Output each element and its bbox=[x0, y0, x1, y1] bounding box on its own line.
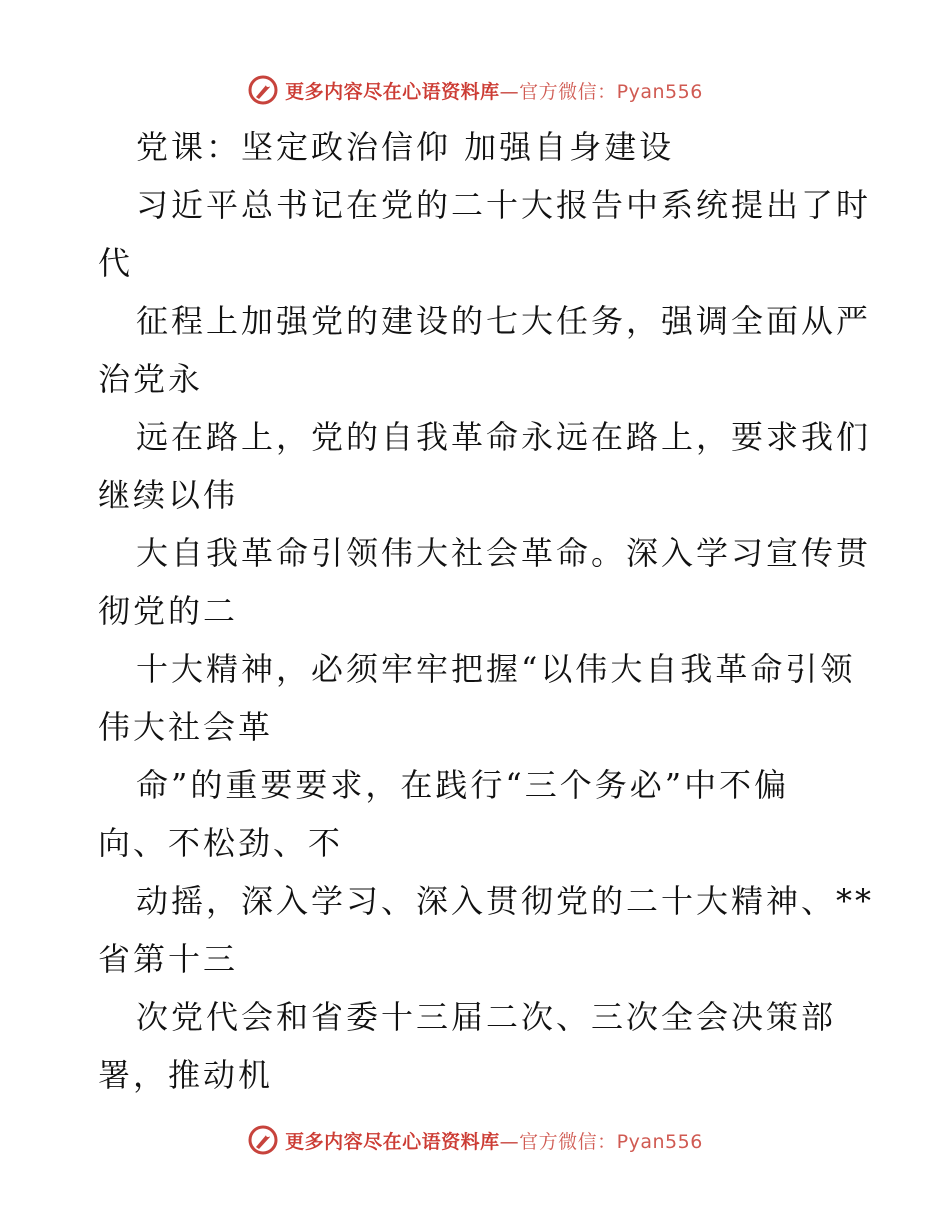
body-line: 向、不松劲、不 bbox=[98, 824, 344, 862]
watermark-text bbox=[285, 77, 703, 104]
pen-nib-circle-icon bbox=[247, 74, 279, 106]
body-line: 大自我革命引领伟大社会革命。深入学习宣传贯 bbox=[136, 534, 872, 572]
document-title: 党课：坚定政治信仰 加强自身建设 bbox=[136, 128, 675, 166]
body-line: 省第十三 bbox=[98, 940, 239, 978]
document-body bbox=[98, 118, 875, 1104]
body-line: 次党代会和省委十三届二次、三次全会决策部 bbox=[136, 998, 837, 1036]
watermark-sub: 官方微信：Pyan556 bbox=[519, 1130, 703, 1153]
body-line: 彻党的二 bbox=[98, 592, 239, 630]
watermark-footer bbox=[0, 1120, 950, 1160]
body-line: 十大精神，必须牢牢把握“以伟大自我革命引领 bbox=[136, 650, 856, 688]
watermark-main: 更多内容尽在心语资料库 bbox=[285, 1130, 500, 1153]
watermark-text bbox=[285, 1127, 703, 1154]
body-line: 动摇，深入学习、深入贯彻党的二十大精神、** bbox=[136, 882, 875, 920]
watermark-main: 更多内容尽在心语资料库 bbox=[285, 80, 500, 103]
watermark-separator: — bbox=[499, 80, 520, 103]
watermark-separator: — bbox=[499, 1130, 520, 1153]
body-line: 习近平总书记在党的二十大报告中系统提出了时 bbox=[136, 186, 872, 224]
body-line: 征程上加强党的建设的七大任务，强调全面从严 bbox=[136, 302, 872, 340]
body-line: 治党永 bbox=[98, 360, 204, 398]
body-line: 代 bbox=[98, 244, 134, 282]
body-line: 远在路上，党的自我革命永远在路上，要求我们 bbox=[136, 418, 872, 456]
body-line: 继续以伟 bbox=[98, 476, 239, 514]
body-line: 伟大社会革 bbox=[98, 708, 274, 746]
body-line: 署，推动机 bbox=[98, 1056, 274, 1094]
watermark-header bbox=[0, 70, 950, 110]
watermark-sub: 官方微信：Pyan556 bbox=[519, 80, 703, 103]
body-line: 命”的重要要求，在践行“三个务必”中不偏 bbox=[136, 766, 790, 804]
pen-nib-circle-icon bbox=[247, 1124, 279, 1156]
